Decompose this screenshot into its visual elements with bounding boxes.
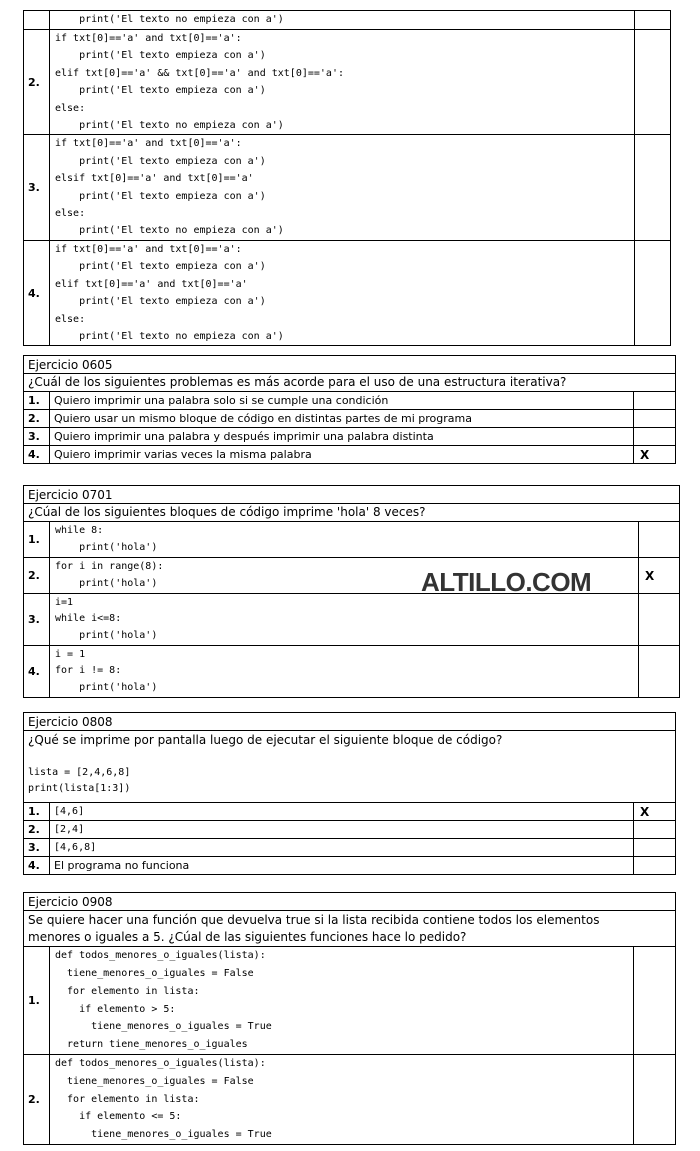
exercise-title: Ejercicio 0605 xyxy=(24,356,676,374)
option-number: 2. xyxy=(24,558,50,594)
option-number: 1. xyxy=(24,392,50,410)
exercise-question: ¿Cúal de los siguientes bloques de código imprime 'hola' 8 veces? xyxy=(24,504,680,522)
answer-cell: X xyxy=(639,558,680,594)
answer-cell xyxy=(634,839,676,857)
option-code: print('El texto no empieza con a') xyxy=(50,11,635,30)
option-text: [4,6,8] xyxy=(50,839,634,857)
option-code: i = 1 for i != 8: print('hola') xyxy=(50,646,639,698)
option-code: if txt[0]=='a' and txt[0]=='a': print('El texto empieza con a') elif txt[0]=='a' && txt[0]=='a' and txt[0]=='a': print('El texto empieza con a') else: print('El texto no empieza con a') xyxy=(50,30,635,135)
option-number: 2. xyxy=(24,410,50,428)
exercise-table-0908 xyxy=(23,892,676,1145)
option-number: 4. xyxy=(24,646,50,698)
exercise-question: ¿Qué se imprime por pantalla luego de ejecutar el siguiente bloque de código? xyxy=(28,733,503,747)
option-text: [4,6] xyxy=(50,803,634,821)
option-number: 1. xyxy=(24,522,50,558)
exercise-table-previous xyxy=(23,10,671,346)
answer-cell xyxy=(635,11,671,30)
exercise-question-line: Se quiere hacer una función que devuelva true si la lista recibida contiene todos los elementos xyxy=(28,913,600,927)
answer-cell xyxy=(634,392,676,410)
option-code: if txt[0]=='a' and txt[0]=='a': print('El texto empieza con a') elsif txt[0]=='a' and txt[0]=='a' print('El texto empieza con a') else: print('El texto no empieza con a') xyxy=(50,135,635,240)
exercise-title: Ejercicio 0908 xyxy=(24,893,676,911)
exercise-title: Ejercicio 0701 xyxy=(24,486,680,504)
exercise-question: ¿Cuál de los siguientes problemas es más acorde para el uso de una estructura iterativa? xyxy=(24,374,676,392)
option-number: 3. xyxy=(24,135,50,240)
answer-cell xyxy=(639,594,680,646)
option-text: Quiero imprimir varias veces la misma palabra xyxy=(50,446,634,464)
option-number: 3. xyxy=(24,594,50,646)
answer-cell xyxy=(634,821,676,839)
answer-cell xyxy=(634,1055,676,1145)
exercise-question-block xyxy=(24,911,676,947)
option-text: Quiero imprimir una palabra solo si se cumple una condición xyxy=(50,392,634,410)
exercise-table-0605 xyxy=(23,355,676,464)
answer-cell xyxy=(634,410,676,428)
option-number: 1. xyxy=(24,947,50,1055)
option-number: 1. xyxy=(24,803,50,821)
exercise-question-block xyxy=(24,731,676,803)
option-text: [2,4] xyxy=(50,821,634,839)
answer-cell xyxy=(634,947,676,1055)
option-code: def todos_menores_o_iguales(lista): tiene_menores_o_iguales = False for elemento in lista: if elemento > 5: tiene_menores_o_iguales = True return tiene_menores_o_iguales xyxy=(50,947,634,1055)
option-number: 2. xyxy=(24,821,50,839)
watermark: ALTILLO.COM xyxy=(421,567,592,597)
answer-cell xyxy=(635,135,671,240)
exercise-question-line: menores o iguales a 5. ¿Cúal de las siguientes funciones hace lo pedido? xyxy=(28,929,467,944)
answer-cell xyxy=(634,428,676,446)
exercise-title: Ejercicio 0808 xyxy=(24,713,676,731)
option-number: 3. xyxy=(24,839,50,857)
option-text: Quiero usar un mismo bloque de código en distintas partes de mi programa xyxy=(50,410,634,428)
answer-cell xyxy=(635,30,671,135)
option-number: 4. xyxy=(24,857,50,875)
answer-cell: X xyxy=(634,446,676,464)
option-code: if txt[0]=='a' and txt[0]=='a': print('El texto empieza con a') elif txt[0]=='a' and txt[0]=='a' print('El texto empieza con a') else: print('El texto no empieza con a') xyxy=(50,240,635,345)
answer-cell: X xyxy=(634,803,676,821)
option-text: El programa no funciona xyxy=(50,857,634,875)
answer-cell xyxy=(634,857,676,875)
option-number: 3. xyxy=(24,428,50,446)
answer-cell xyxy=(639,646,680,698)
option-number xyxy=(24,11,50,30)
answer-cell xyxy=(635,240,671,345)
exercise-table-0808 xyxy=(23,712,676,875)
option-number: 2. xyxy=(24,1055,50,1145)
answer-cell xyxy=(639,522,680,558)
option-number: 2. xyxy=(24,30,50,135)
option-number: 4. xyxy=(24,240,50,345)
option-code: while 8: print('hola') xyxy=(50,522,639,558)
option-number: 4. xyxy=(24,446,50,464)
option-code: def todos_menores_o_iguales(lista): tiene_menores_o_iguales = False for elemento in lista: if elemento <= 5: tiene_menores_o_iguales = True xyxy=(50,1055,634,1145)
option-code: for i in range(8): print('hola') xyxy=(50,558,639,594)
option-text: Quiero imprimir una palabra y después imprimir una palabra distinta xyxy=(50,428,634,446)
option-code: i=1 while i<=8: print('hola') xyxy=(50,594,639,646)
exercise-code: lista = [2,4,6,8] print(lista[1:3]) xyxy=(28,766,131,794)
